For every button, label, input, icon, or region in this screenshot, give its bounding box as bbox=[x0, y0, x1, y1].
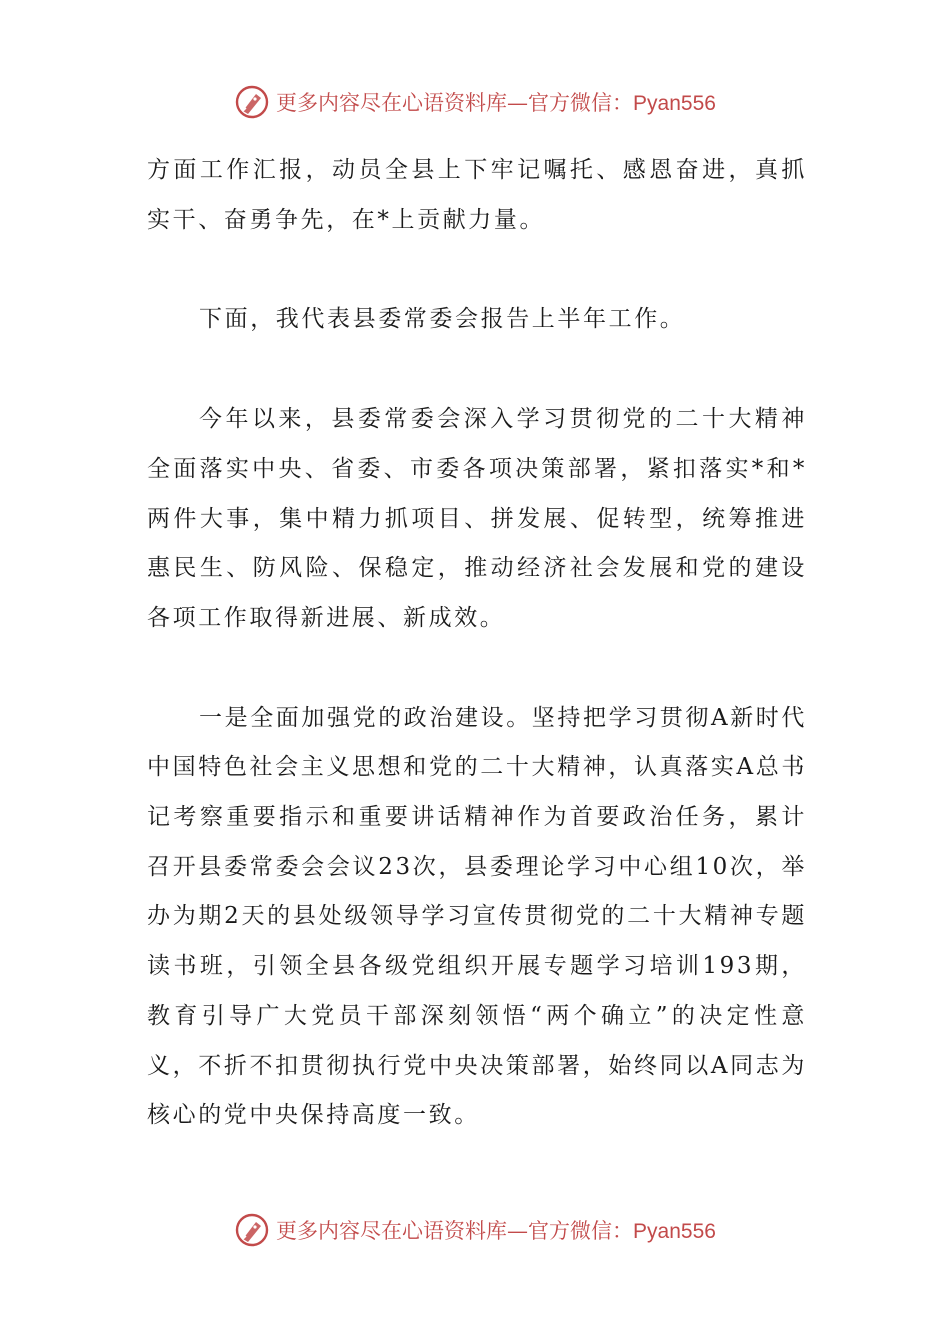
footer-watermark-banner bbox=[0, 1210, 950, 1250]
document-body bbox=[147, 146, 807, 1191]
pen-nib-logo-icon bbox=[234, 84, 270, 120]
footer-banner-label: 更多内容尽在心语资料库—官方微信： bbox=[276, 1219, 634, 1243]
paragraph-intro: 下面，我代表县委常委会报告上半年工作。 bbox=[199, 306, 686, 333]
pen-nib-logo-icon bbox=[234, 1212, 270, 1248]
footer-banner-text bbox=[276, 1215, 716, 1245]
paragraph-political-building: 一是全面加强党的政治建设。坚持把学习贯彻A新时代中国特色社会主义思想和党的二十大精神，认真落实A总书记考察重要指示和重要讲话精神作为首要政治任务，累计召开县委常委会会议23次，县委理论学习中心组10次，举办为期2天的县处级领导学习宣传贯彻党的二十大精神专题读书班，引领全县各级党组织开展专题学习培训193期，教育引导广大党员干部深刻领悟“两个确立”的决定性意义，不折不扣贯彻执行党中央决策部署，始终同以A同志为核心的党中央保持高度一致。 bbox=[147, 704, 808, 1129]
header-banner-handle: Pyan556 bbox=[633, 92, 716, 115]
header-banner-label: 更多内容尽在心语资料库—官方微信： bbox=[276, 91, 634, 115]
header-banner-text bbox=[276, 87, 716, 117]
paragraph-overview: 今年以来，县委常委会深入学习贯彻党的二十大精神全面落实中央、省委、市委各项决策部署，紧扣落实*和*两件大事，集中精力抓项目、拼发展、促转型，统筹推进惠民生、防风险、保稳定，推动经济社会发展和党的建设各项工作取得新进展、新成效。 bbox=[147, 406, 807, 631]
paragraph-continuation: 方面工作汇报，动员全县上下牢记嘱托、感恩奋进，真抓实干、奋勇争先，在*上贡献力量。 bbox=[147, 157, 807, 233]
header-watermark-banner bbox=[0, 82, 950, 122]
footer-banner-handle: Pyan556 bbox=[633, 1220, 716, 1243]
